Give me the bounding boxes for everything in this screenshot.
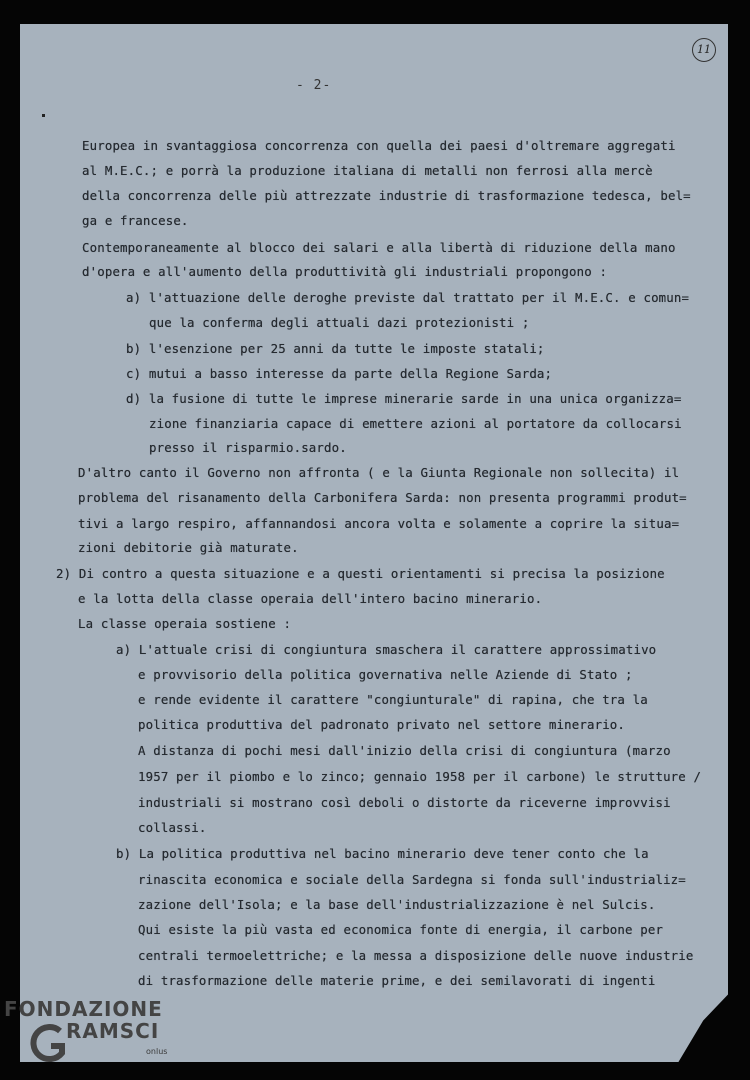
text-line: e provvisorio della politica governativa nelle Aziende di Stato ; bbox=[138, 667, 633, 682]
text-line: industriali si mostrano così deboli o distorte da riceverne improvvisi bbox=[138, 795, 671, 810]
text-line: D'altro canto il Governo non affronta ( e la Giunta Regionale non sollecita) il bbox=[78, 465, 680, 480]
text-line: 1957 per il piombo e lo zinco; gennaio 1958 per il carbone) le strutture / bbox=[138, 769, 702, 784]
text-line: e rende evidente il carattere "congiunturale" di rapina, che tra la bbox=[138, 692, 648, 707]
text-line: d'opera e all'aumento della produttività gli industriali propongono : bbox=[82, 264, 608, 279]
text-line: problema del risanamento della Carbonifera Sarda: non presenta programmi produt= bbox=[78, 490, 687, 505]
list-item-a: a) L'attuale crisi di congiuntura smaschera il carattere approssimativo bbox=[116, 642, 657, 657]
list-item-c: c) mutui a basso interesse da parte della Regione Sarda; bbox=[126, 366, 553, 381]
text-line: ga e francese. bbox=[82, 213, 189, 228]
list-item-a: a) l'attuazione delle deroghe previste dal trattato per il M.E.C. e comun= bbox=[126, 290, 690, 305]
watermark-line1: FONDAZIONE bbox=[4, 997, 163, 1021]
text-line: tivi a largo respiro, affannandosi ancora volta e solamente a coprire la situa= bbox=[78, 516, 680, 531]
text-line: Europea in svantaggiosa concorrenza con quella dei paesi d'oltremare aggregati bbox=[82, 138, 676, 153]
list-item-b: b) La politica produttiva nel bacino minerario deve tener conto che la bbox=[116, 846, 649, 861]
text-line: zioni debitorie già maturate. bbox=[78, 540, 299, 555]
archive-stamp: 11 bbox=[692, 38, 716, 62]
watermark-sub: onlus bbox=[146, 1047, 168, 1056]
fondazione-gramsci-watermark bbox=[0, 995, 200, 1075]
text-line: e la lotta della classe operaia dell'intero bacino minerario. bbox=[78, 591, 543, 606]
text-line: zazione dell'Isola; e la base dell'industrializzazione è nel Sulcis. bbox=[138, 897, 656, 912]
watermark-line2: RAMSCI bbox=[66, 1019, 160, 1043]
page-number: - 2- bbox=[296, 78, 332, 93]
text-line: al M.E.C.; e porrà la produzione italiana di metalli non ferrosi alla mercè bbox=[82, 163, 653, 178]
list-item-d: d) la fusione di tutte le imprese minerarie sarde in una unica organizza= bbox=[126, 391, 682, 406]
section-2: 2) Di contro a questa situazione e a questi orientamenti si precisa la posizione bbox=[56, 566, 665, 581]
gramsci-g-icon bbox=[30, 1019, 70, 1069]
text-line: que la conferma degli attuali dazi protezionisti ; bbox=[149, 315, 530, 330]
text-line: Contemporaneamente al blocco dei salari e alla libertà di riduzione della mano bbox=[82, 240, 676, 255]
text-line: zione finanziaria capace di emettere azioni al portatore da collocarsi bbox=[149, 416, 682, 431]
text-line: della concorrenza delle più attrezzate industrie di trasformazione tedesca, bel= bbox=[82, 188, 691, 203]
text-line: La classe operaia sostiene : bbox=[78, 616, 292, 631]
text-line: presso il risparmio.sardo. bbox=[149, 440, 347, 455]
list-item-b: b) l'esenzione per 25 anni da tutte le imposte statali; bbox=[126, 341, 545, 356]
text-line: collassi. bbox=[138, 820, 207, 835]
text-line: A distanza di pochi mesi dall'inizio della crisi di congiuntura (marzo bbox=[138, 743, 671, 758]
text-line: centrali termoelettriche; e la messa a disposizione delle nuove industrie bbox=[138, 948, 694, 963]
text-line: Qui esiste la più vasta ed economica fonte di energia, il carbone per bbox=[138, 922, 664, 937]
ink-mark bbox=[42, 114, 45, 117]
text-line: di trasformazione delle materie prime, e dei semilavorati di ingenti bbox=[138, 973, 656, 988]
text-line: rinascita economica e sociale della Sardegna si fonda sull'industrializ= bbox=[138, 872, 686, 887]
text-line: politica produttiva del padronato privato nel settore minerario. bbox=[138, 717, 626, 732]
